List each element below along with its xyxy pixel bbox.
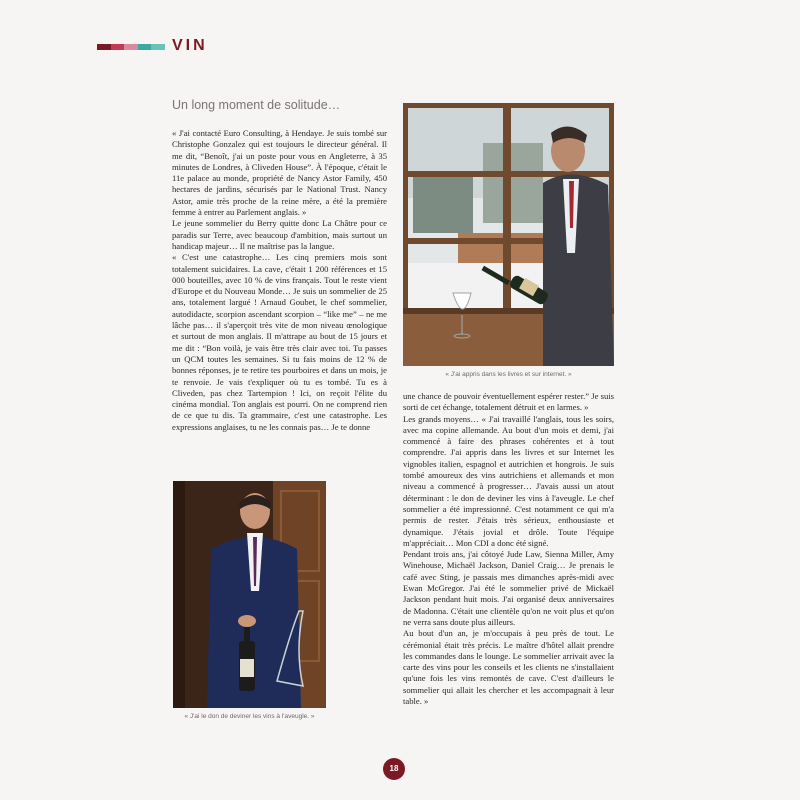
article-column-right [403,391,614,707]
photo-sommelier-window [403,103,614,366]
paragraph: « J'ai contacté Euro Consulting, à Hendaye. Je suis tombé sur Christophe Gonzalez qui est toujours le directeur général. Il me dit, “Benoît, j'ai un poste pour vous en Angleterre, à 35 minutes de Londres, à Cliveden House”. À l'époque, c'était le 11e palace au monde, propriété de Nancy Astor Family, 450 hectares de jardins, sécurisés par le National Trust. Nancy Astor, amie très proche de la reine mère, a été la première femme à entrer au Parlement anglais. » [172,128,387,218]
photo-caption: « J'ai le don de deviner les vins à l'aveugle. » [184,713,315,720]
paragraph: Au bout d'un an, je m'occupais à peu près de tout. Le cérémonial était très précis. Le maître d'hôtel allait prendre les commandes dans le lounge. Le sommelier arrivait avec la carte des vins pour les conseils et les clients ne s'installaient qu'une fois les vins remontés de cave. C'est d'ailleurs le sommelier qui allait les chercher et les accompagnait à leur table. » [403,628,614,707]
decanter-scene-illustration [173,481,326,708]
paragraph: Le jeune sommelier du Berry quitte donc La Châtre pour ce paradis sur Terre, avec beaucoup d'ambition, mais surtout un handicap majeur… Il ne maîtrise pas la langue. [172,218,387,251]
article-heading: Un long moment de solitude… [172,98,341,112]
rubric-color-stripe [97,44,165,50]
window-scene-illustration [403,103,614,366]
section-rubric: VIN [172,37,208,54]
paragraph: une chance de pouvoir éventuellement espérer rester.” Je suis sorti de cet échange, totalement détruit et en larmes. » [403,391,614,413]
paragraph: Pendant trois ans, j'ai côtoyé Jude Law, Sienna Miller, Amy Winehouse, Michaël Jackson, Daniel Craig… Je prenais le café avec Sting, je passais mes dimanches après-midi avec Ewan McGregor. J'ai été le sommelier privé de Mickaël Jackson pendant huit mois. J'ai organisé deux anniversaires de Madonna. C'était une clientèle qu'on ne voit plus et qu'on ne verra sans doute plus ailleurs. [403,549,614,627]
photo-caption: « J'ai appris dans les livres et sur internet. » [445,371,572,378]
article-column-left [172,128,387,433]
paragraph: Les grands moyens… « J'ai travaillé l'anglais, tous les soirs, avec ma copine allemande. Au bout d'un mois et demi, j'ai commencé à faire des phrases cohérentes et à tout comprendre. J'ai appris dans les livres et sur Internet les vignobles italien, espagnol et autrichien et hongrois. Je suis tombé amoureux des vins autrichiens et allemands et mon niveau a commencé à progresser… J'avais aussi un atout déterminant : le don de deviner les vins à l'aveugle. Le chef sommelier a été impressionné. C'est notamment ce qui m'a permis de rester. J'étais très sérieux, enthousiaste et dynamique. J'étais jovial et drôle. Toute l'équipe m'appréciait… Mon CDI a donc été signé. [403,413,614,548]
photo-sommelier-decanter [173,481,326,708]
paragraph: « C'est une catastrophe… Les cinq premiers mois sont totalement suicidaires. La cave, c'était 1 200 références et 15 000 bouteilles, avec 10 % de vins français. Tout le reste vient d'Europe et du Nouveau Monde… Je suis un sommelier de 25 ans, totalement largué ! Arnaud Goubet, le chef sommelier, autodidacte, scorpion ascendant scorpion – “like me” – ne me lâche pas… il s'aperçoit très vite de mon niveau œnologique et surtout de mon anglais. Il m'attrape au bout de 15 jours et me dit : “Bon voilà, je vais être très clair avec toi. Tu passes un QCM toutes les semaines. Si tu fais moins de 12 % de bonnes réponses, je te retire tes pourboires et dans un mois, je te renvoie. Je vais t'expliquer où tu es tombé. Tu es à Cliveden, pas chez Tartempion ! Ici, on reçoit l'élite du cinéma mondial. Ton anglais est pourri. On ne comprend rien de ce que tu dis. Ta grammaire, c'est une catastrophe. Les expressions anglaises, tu ne les connais pas… Je te donne [172,252,387,432]
page-number-badge: 18 [383,758,405,780]
